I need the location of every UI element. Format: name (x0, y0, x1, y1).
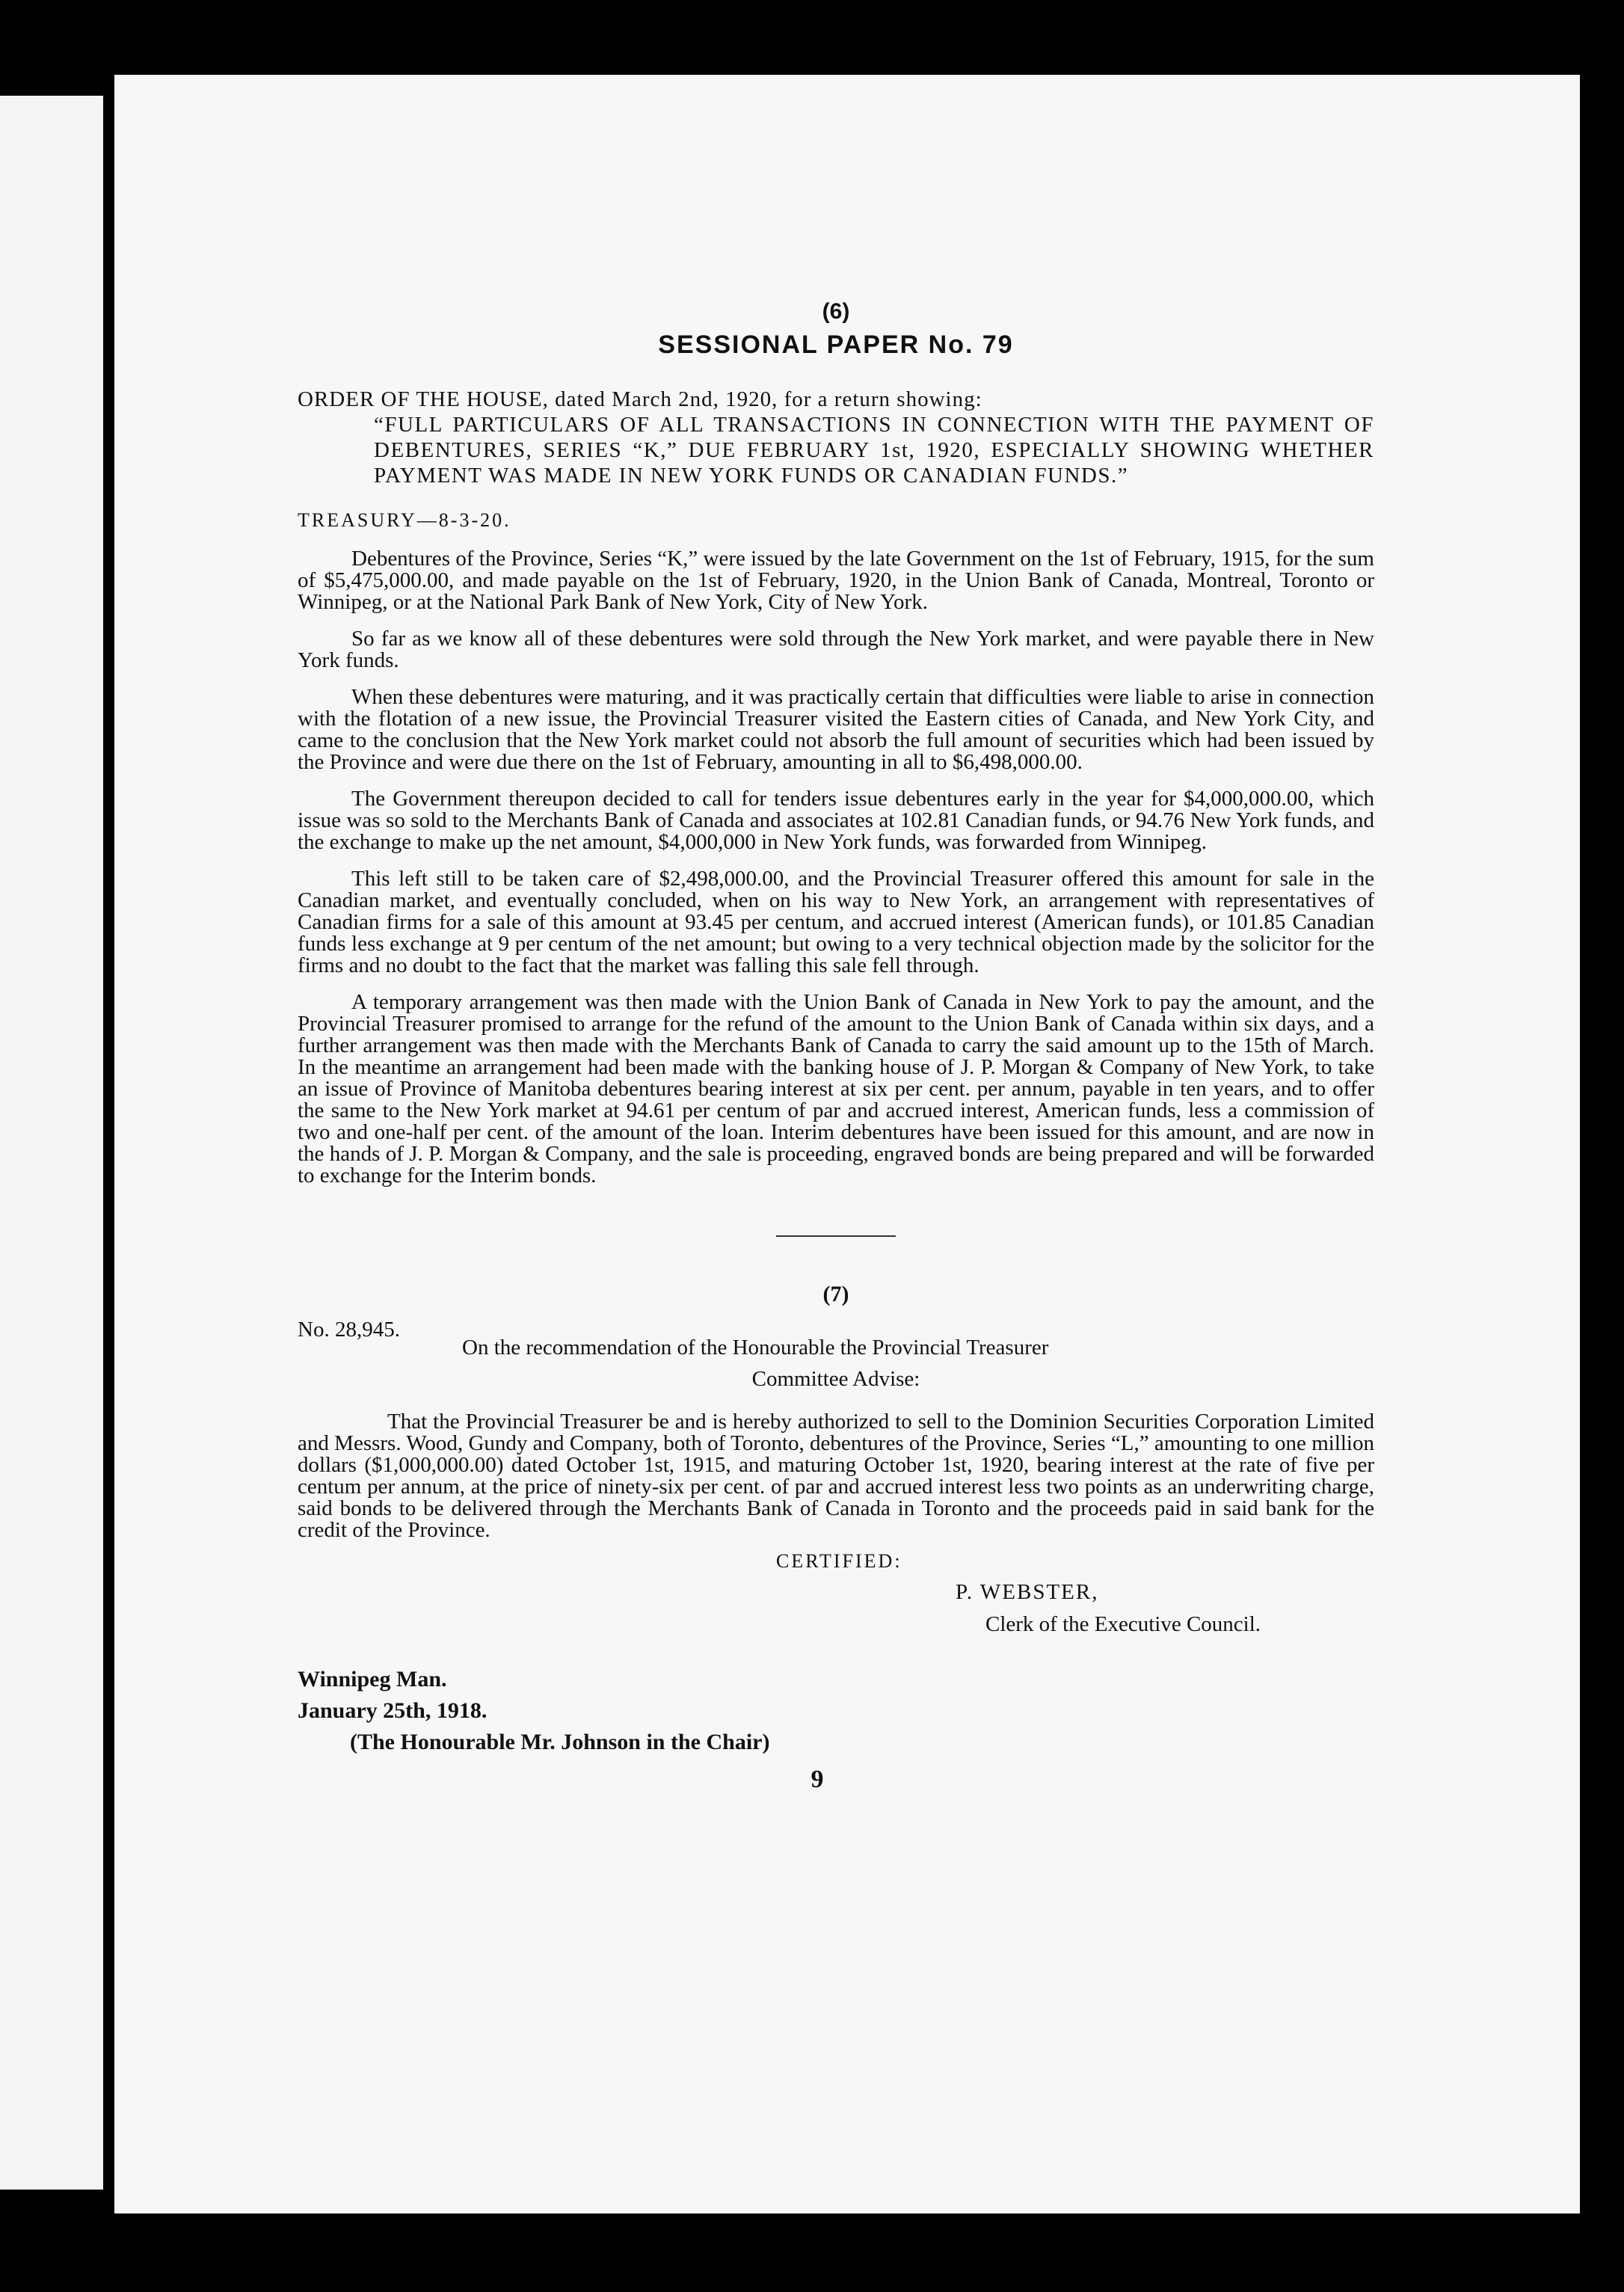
recommendation-line: On the recommendation of the Honourable the Provincial Treasurer (462, 1336, 1049, 1359)
date-line: January 25th, 1918. (298, 1698, 487, 1723)
section-number-7: (7) (822, 1282, 849, 1306)
paragraph: The Government thereupon decided to call for tenders issue debentures early in the year for $4,000,000.00, which issue was so sold to the Merchants Bank of Canada and associates at 102.81 Canadian funds, or 94.76 New York funds, and the exchange to make up the net amount, $4,000,000 in New York funds, was forwarded from Winnipeg. (298, 787, 1374, 854)
place-line: Winnipeg Man. (298, 1667, 447, 1692)
chair-line: (The Honourable Mr. Johnson in the Chair) (350, 1730, 770, 1754)
order-number: No. 28,945. (298, 1318, 400, 1342)
section-number-6: (6) (822, 299, 850, 324)
order-number-line (298, 1318, 1374, 1367)
order-particulars: “FULL PARTICULARS OF ALL TRANSACTIONS IN CONNECTION WITH THE PAYMENT OF DEBENTURES, SERIES “K,” DUE FEBRUARY 1st, 1920, ESPECIALLY SHOWING WHETHER PAYMENT WAS MADE IN NEW YORK FUNDS OR CANADIAN FUNDS.” (374, 413, 1374, 488)
sessional-paper-title: SESSIONAL PAPER No. 79 (658, 331, 1014, 359)
adjacent-page-edge (0, 96, 103, 2190)
paragraph: Debentures of the Province, Series “K,” were issued by the late Government on the 1st of February, 1915, for the sum of $5,475,000.00, and made payable on the 1st of February, 1920, in the Union Bank of Canada, Montreal, Toronto or Winnipeg, or at the National Park Bank of New York, City of New York. (298, 547, 1374, 614)
committee-advise: Committee Advise: (751, 1367, 920, 1391)
treasury-reference: TREASURY—8-3-20. (298, 509, 511, 531)
paragraph: When these debentures were maturing, and it was practically certain that difficulties were liable to arise in connection with the flotation of a new issue, the Provincial Treasurer visited the Eastern cities of Canada, and New York City, and came to the conclusion that the New York market could not absorb the full amount of securities which had been issued by the Province and were due there on the 1st of February, amounting in all to $6,498,000.00. (298, 685, 1374, 774)
paragraph: So far as we know all of these debentures were sold through the New York market, and were payable there in New York funds. (298, 627, 1374, 672)
signer-title: Clerk of the Executive Council. (985, 1612, 1261, 1636)
document-page (114, 75, 1580, 2213)
order-paragraph: That the Provincial Treasurer be and is hereby authorized to sell to the Dominion Securities Corporation Limited and Messrs. Wood, Gundy and Company, both of Toronto, debentures of the Province, Series “L,” amounting to one million dollars ($1,000,000.00) dated October 1st, 1915, and maturing October 1st, 1920, bearing interest at the rate of five per centum per annum, at the price of ninety-six per cent. of par and accrued interest less two points as an underwriting charge, said bonds to be delivered through the Merchants Bank of Canada in Toronto and the proceeds paid in said bank for the credit of the Province. (298, 1410, 1374, 1542)
section-divider (776, 1235, 896, 1237)
order-intro: ORDER OF THE HOUSE, dated March 2nd, 1920, for a return showing: (298, 387, 982, 411)
paragraph: A temporary arrangement was then made with the Union Bank of Canada in New York to pay the amount, and the Provincial Treasurer promised to arrange for the refund of the amount to the Union Bank of Canada within six days, and a further arrangement was then made with the Merchants Bank of Canada to carry the said amount up to the 15th of March. In the meantime an arrangement had been made with the banking house of J. P. Morgan & Company of New York, to take an issue of Province of Manitoba debentures bearing interest at six per cent. per annum, payable in ten years, and to offer the same to the New York market at 94.61 per centum of par and accrued interest, American funds, less a commission of two and one-half per cent. of the amount of the loan. Interim debentures have been issued for this amount, and are now in the hands of J. P. Morgan & Company, and the sale is proceeding, engraved bonds are being prepared and will be forwarded to exchange for the Interim bonds. (298, 990, 1374, 1188)
page-number: 9 (811, 1766, 824, 1793)
page-content (298, 299, 1374, 1794)
paragraph: This left still to be taken care of $2,498,000.00, and the Provincial Treasurer offered this amount for sale in the Canadian market, and eventually concluded, when on his way to New York, an arrangement with representatives of Canadian firms for a sale of this amount at 93.45 per centum, and accrued interest (American funds), or 101.85 Canadian funds less exchange at 9 per centum of the net amount; but owing to a very technical objection made by the solicitor for the firms and no doubt to the fact that the market was falling this sale fell through. (298, 867, 1374, 977)
signer-name: P. WEBSTER, (956, 1580, 1099, 1604)
certified-label: CERTIFIED: (776, 1550, 902, 1572)
